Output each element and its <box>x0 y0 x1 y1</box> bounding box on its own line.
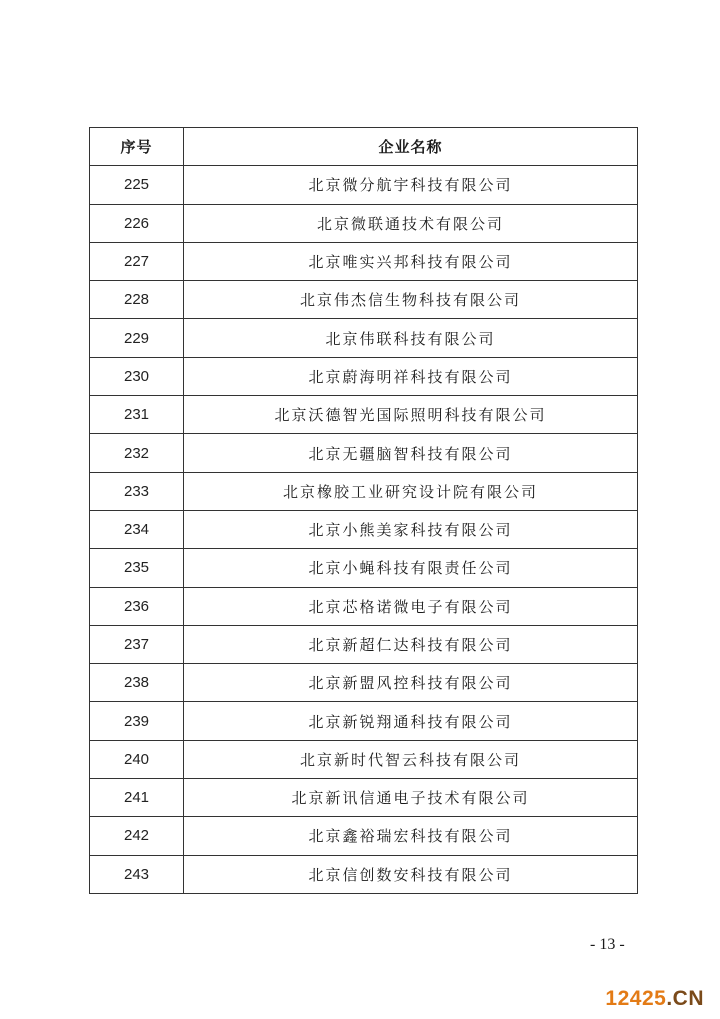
table-body <box>90 166 638 894</box>
row-company-name: 北京新锐翔通科技有限公司 <box>184 702 638 740</box>
row-index: 230 <box>90 357 184 395</box>
row-index: 243 <box>90 855 184 893</box>
row-index: 228 <box>90 281 184 319</box>
table-row <box>90 740 638 778</box>
row-company-name: 北京新讯信通电子技术有限公司 <box>184 779 638 817</box>
table-row <box>90 472 638 510</box>
row-company-name: 北京鑫裕瑞宏科技有限公司 <box>184 817 638 855</box>
table-row <box>90 510 638 548</box>
table-row <box>90 357 638 395</box>
table-row <box>90 204 638 242</box>
row-company-name: 北京沃德智光国际照明科技有限公司 <box>184 396 638 434</box>
row-company-name: 北京唯实兴邦科技有限公司 <box>184 242 638 280</box>
table-row <box>90 779 638 817</box>
row-index: 227 <box>90 242 184 280</box>
row-index: 240 <box>90 740 184 778</box>
page-number: - 13 - <box>590 936 625 953</box>
row-company-name: 北京微联通技术有限公司 <box>184 204 638 242</box>
watermark-number: 12425 <box>605 987 667 1010</box>
table-row <box>90 625 638 663</box>
table-row <box>90 855 638 893</box>
row-company-name: 北京橡胶工业研究设计院有限公司 <box>184 472 638 510</box>
row-index: 235 <box>90 549 184 587</box>
header-index: 序号 <box>90 128 184 166</box>
row-company-name: 北京小蝇科技有限责任公司 <box>184 549 638 587</box>
row-company-name: 北京信创数安科技有限公司 <box>184 855 638 893</box>
row-company-name: 北京伟杰信生物科技有限公司 <box>184 281 638 319</box>
header-company-name: 企业名称 <box>184 128 638 166</box>
row-company-name: 北京小熊美家科技有限公司 <box>184 510 638 548</box>
row-index: 241 <box>90 779 184 817</box>
row-company-name: 北京微分航宇科技有限公司 <box>184 166 638 204</box>
company-table <box>89 127 638 894</box>
row-company-name: 北京伟联科技有限公司 <box>184 319 638 357</box>
row-company-name: 北京无疆脑智科技有限公司 <box>184 434 638 472</box>
row-index: 242 <box>90 817 184 855</box>
row-index: 238 <box>90 664 184 702</box>
table-row <box>90 434 638 472</box>
table-row <box>90 549 638 587</box>
watermark-domain: .CN <box>666 987 704 1010</box>
row-index: 239 <box>90 702 184 740</box>
table-row <box>90 166 638 204</box>
table-row <box>90 664 638 702</box>
table-row <box>90 281 638 319</box>
row-company-name: 北京新超仁达科技有限公司 <box>184 625 638 663</box>
row-index: 231 <box>90 396 184 434</box>
table-row <box>90 396 638 434</box>
table-header-row <box>90 128 638 166</box>
row-company-name: 北京蔚海明祥科技有限公司 <box>184 357 638 395</box>
table-row <box>90 817 638 855</box>
row-index: 233 <box>90 472 184 510</box>
row-company-name: 北京芯格诺微电子有限公司 <box>184 587 638 625</box>
row-company-name: 北京新时代智云科技有限公司 <box>184 740 638 778</box>
table-row <box>90 242 638 280</box>
row-index: 234 <box>90 510 184 548</box>
row-index: 232 <box>90 434 184 472</box>
row-index: 229 <box>90 319 184 357</box>
row-index: 225 <box>90 166 184 204</box>
row-index: 237 <box>90 625 184 663</box>
table-row <box>90 587 638 625</box>
table-row <box>90 702 638 740</box>
row-company-name: 北京新盟风控科技有限公司 <box>184 664 638 702</box>
row-index: 226 <box>90 204 184 242</box>
watermark-logo <box>605 987 704 1011</box>
table-row <box>90 319 638 357</box>
row-index: 236 <box>90 587 184 625</box>
